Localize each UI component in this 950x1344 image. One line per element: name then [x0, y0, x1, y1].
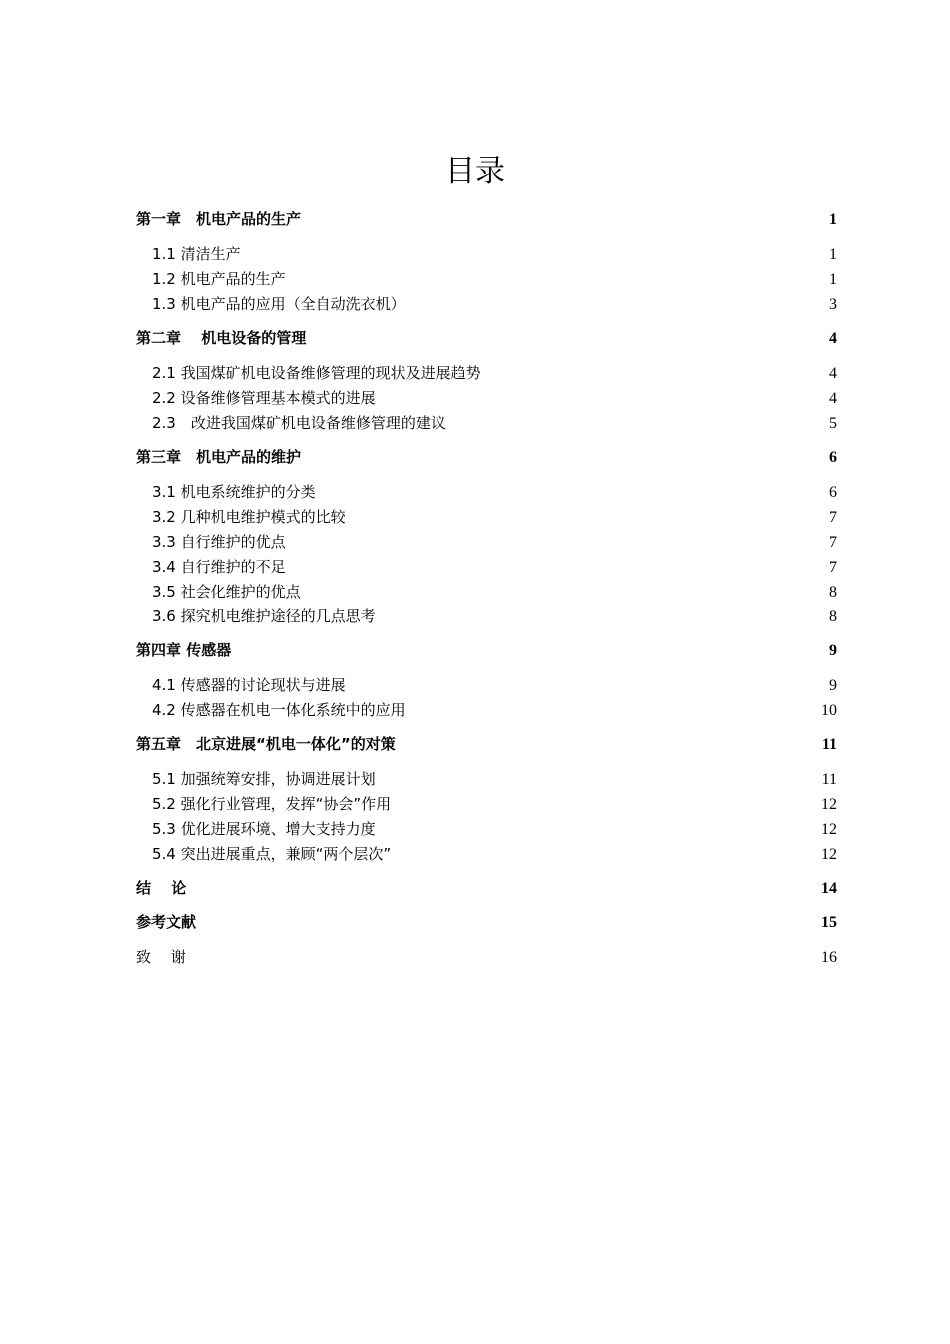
toc-page-number: 11	[821, 736, 837, 753]
toc-page-number: 1	[829, 246, 837, 263]
toc-conclusion[interactable]	[136, 878, 837, 899]
toc-section-5-2[interactable]	[136, 794, 837, 815]
toc-section-2-3[interactable]	[136, 413, 837, 434]
toc-entry-text: 第四章 传感器	[136, 641, 232, 659]
toc-entry-text: 3.1 机电系统维护的分类	[152, 483, 316, 501]
toc-entry-text: 第三章 机电产品的维护	[136, 448, 302, 466]
page-title: 目录	[445, 154, 505, 189]
toc-page-number: 3	[829, 296, 837, 313]
toc-entry-text: 第二章 机电设备的管理	[136, 329, 307, 347]
toc-entry-text: 4.2 传感器在机电一体化系统中的应用	[152, 701, 406, 719]
toc-entry-text: 结 论	[136, 879, 187, 897]
toc-chapter-2[interactable]	[136, 328, 837, 349]
toc-entry-text: 3.3 自行维护的优点	[152, 533, 286, 551]
toc-page-number: 7	[829, 559, 837, 576]
toc-page-number: 4	[829, 365, 837, 382]
toc-section-1-1[interactable]	[136, 244, 837, 265]
toc-entry-text: 3.6 探究机电维护途径的几点思考	[152, 607, 376, 625]
toc-section-5-1[interactable]	[136, 769, 837, 790]
toc-entry-text: 4.1 传感器的讨论现状与进展	[152, 676, 346, 694]
toc-page-number: 12	[821, 796, 837, 813]
toc-chapter-5[interactable]	[136, 734, 837, 755]
toc-section-3-5[interactable]	[136, 582, 837, 603]
toc-entry-text: 5.4 突出进展重点，兼顾“两个层次”	[152, 845, 392, 863]
toc-entry-text: 2.1 我国煤矿机电设备维修管理的现状及进展趋势	[152, 364, 481, 382]
toc-page-number: 1	[829, 271, 837, 288]
toc-page-number: 8	[829, 608, 837, 625]
toc-entry-text: 3.2 几种机电维护模式的比较	[152, 508, 346, 526]
toc-page-number: 4	[829, 330, 837, 347]
toc-section-4-1[interactable]	[136, 675, 837, 696]
toc-chapter-1[interactable]	[136, 209, 837, 230]
toc-entry-text: 2.3 改进我国煤矿机电设备维修管理的建议	[152, 414, 446, 432]
toc-section-2-2[interactable]	[136, 388, 837, 409]
toc-section-1-2[interactable]	[136, 269, 837, 290]
toc-section-3-4[interactable]	[136, 557, 837, 578]
toc-section-4-2[interactable]	[136, 700, 837, 721]
toc-section-3-3[interactable]	[136, 532, 837, 553]
toc-page-number: 9	[829, 677, 837, 694]
toc-page-number: 12	[821, 821, 837, 838]
toc-entry-text: 第五章 北京进展“机电一体化”的对策	[136, 735, 396, 753]
toc-page-number: 16	[821, 949, 837, 966]
toc-entry-text: 1.3 机电产品的应用（全自动洗衣机）	[152, 295, 406, 313]
toc-page-number: 6	[829, 449, 837, 466]
toc-page-number: 12	[821, 846, 837, 863]
toc-section-3-2[interactable]	[136, 507, 837, 528]
toc-section-3-6[interactable]	[136, 606, 837, 627]
toc-page-number: 5	[829, 415, 837, 432]
toc-entry-text: 致 谢	[136, 948, 186, 966]
toc-page-number: 9	[829, 642, 837, 659]
toc-references[interactable]	[136, 912, 837, 933]
toc-page-number: 15	[821, 914, 837, 931]
toc-page-number: 4	[829, 390, 837, 407]
toc-entry-text: 1.2 机电产品的生产	[152, 270, 286, 288]
toc-entry-text: 1.1 清洁生产	[152, 245, 241, 263]
toc-entry-text: 参考文献	[136, 913, 197, 931]
toc-page-number: 10	[821, 702, 837, 719]
toc-page-number: 7	[829, 534, 837, 551]
toc-page-number: 1	[829, 211, 837, 228]
toc-entry-text: 2.2 设备维修管理基本模式的进展	[152, 389, 376, 407]
toc-page-number: 14	[821, 880, 837, 897]
toc-entry-text: 5.3 优化进展环境、增大支持力度	[152, 820, 376, 838]
toc-entry-text: 3.5 社会化维护的优点	[152, 583, 301, 601]
toc-page-number: 6	[829, 484, 837, 501]
toc-entry-text: 5.1 加强统筹安排，协调进展计划	[152, 770, 376, 788]
toc-section-1-3[interactable]	[136, 294, 837, 315]
toc-entry-text: 第一章 机电产品的生产	[136, 210, 302, 228]
toc-chapter-3[interactable]	[136, 447, 837, 468]
toc-entry-text: 5.2 强化行业管理，发挥“协会”作用	[152, 795, 392, 813]
toc-page-number: 11	[821, 771, 837, 788]
toc-section-2-1[interactable]	[136, 363, 837, 384]
toc-section-3-1[interactable]	[136, 482, 837, 503]
toc-page-number: 8	[829, 584, 837, 601]
toc-page-number: 7	[829, 509, 837, 526]
toc-entry-text: 3.4 自行维护的不足	[152, 558, 286, 576]
toc-section-5-3[interactable]	[136, 819, 837, 840]
toc-section-5-4[interactable]	[136, 844, 837, 865]
toc-chapter-4[interactable]	[136, 640, 837, 661]
toc-acknowledgements[interactable]	[136, 947, 837, 968]
